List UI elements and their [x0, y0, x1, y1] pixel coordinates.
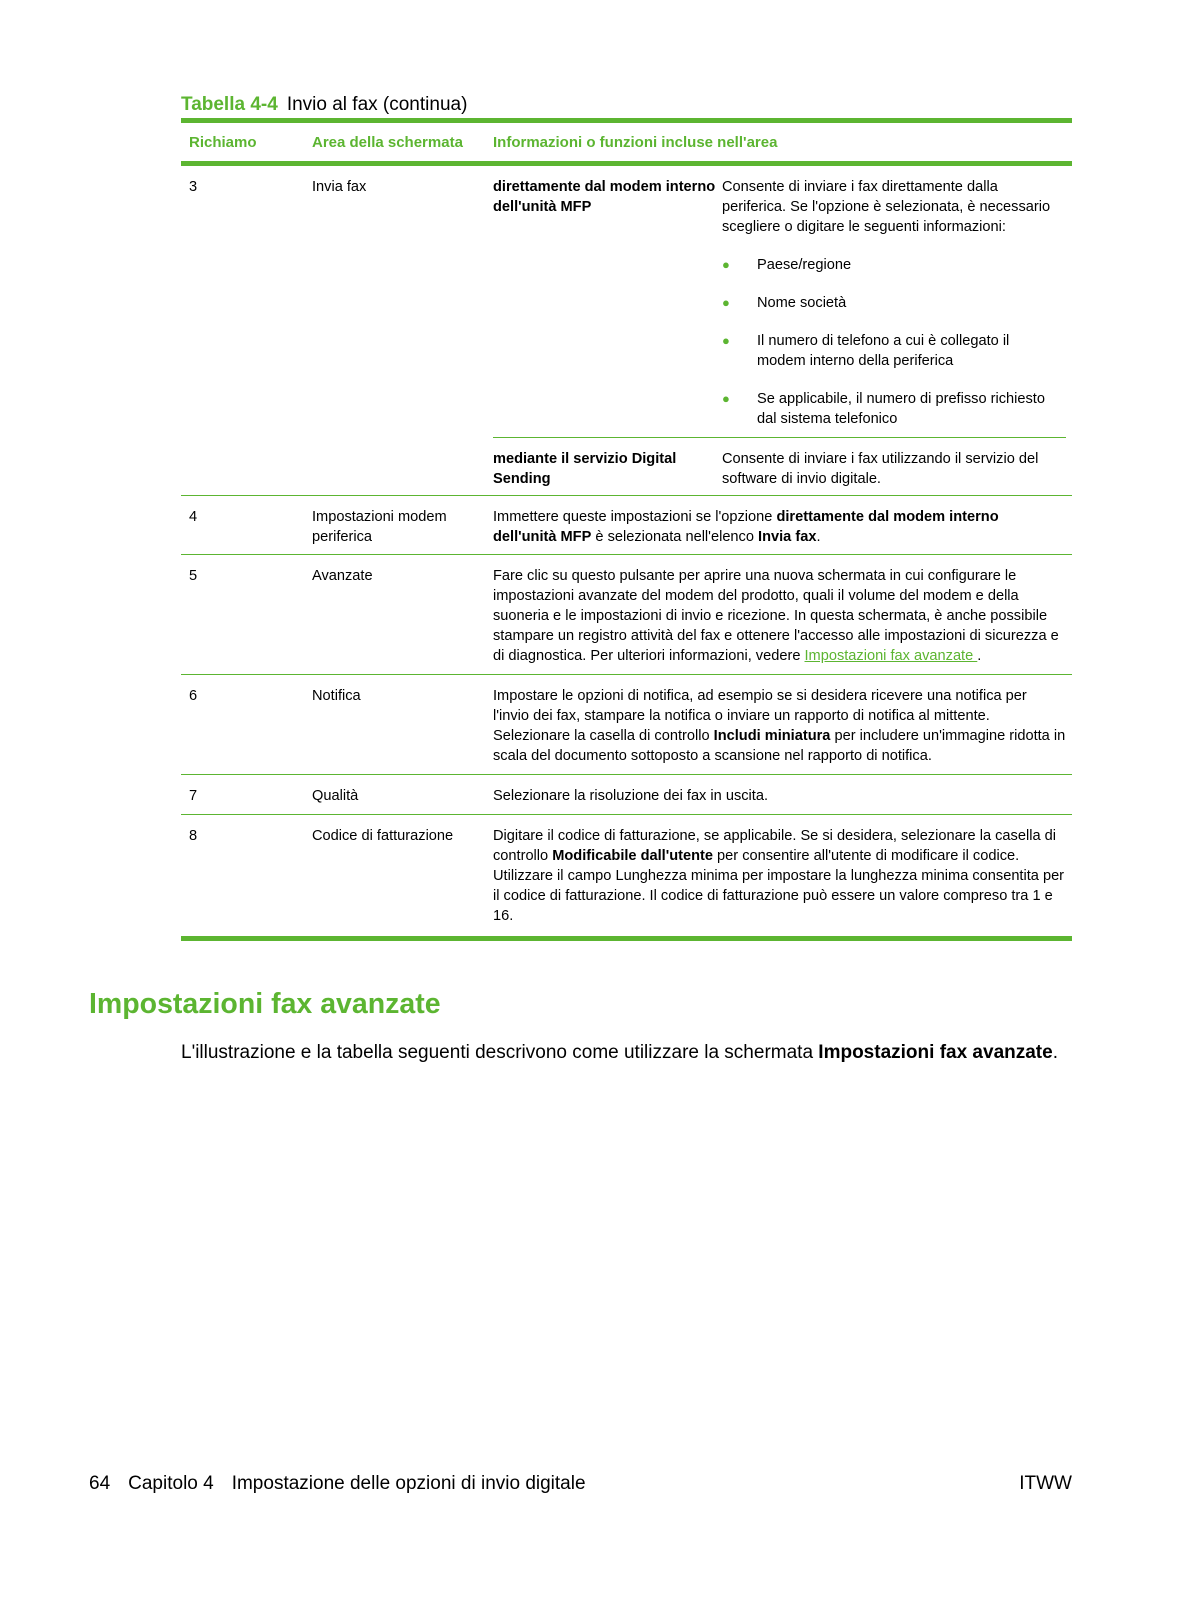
list-item: ● Se applicabile, il numero di prefisso richiesto dal sistema telefonico — [722, 389, 1060, 429]
table-bottom-rule — [181, 936, 1072, 941]
row-number: 8 — [189, 828, 198, 844]
sub-row-description: Consente di inviare i fax direttamente dalla periferica. Se l'opzione è selezionata, è necessario scegliere o digitare le seguenti informazioni: — [722, 179, 1051, 235]
list-item: ● Paese/regione — [722, 255, 1060, 275]
text-run: L'illustrazione e la tabella seguenti descrivono come utilizzare la schermata — [181, 1042, 819, 1063]
footer-chapter-title: Impostazione delle opzioni di invio digitale — [231, 1473, 586, 1494]
text-run: per includere un'immagine ridotta in scala del documento sottoposto a scansione nel rapporto di notifica. — [493, 728, 1066, 764]
table-row — [181, 555, 1072, 675]
row-info — [493, 166, 1072, 495]
section-intro — [181, 1041, 1061, 1065]
row-number: 5 — [189, 568, 198, 584]
sub-row-text: Consente di inviare i fax utilizzando il servizio del software di invio digitale. — [722, 451, 1039, 487]
row-area: Notifica — [312, 688, 361, 704]
row-info — [493, 496, 1072, 547]
text-run: per consentire all'utente di modificare il codice. Utilizzare il campo Lunghezza minima per impostare la lunghezza minima consentita per il codice di fatturazione. Il codice di fatturazione può essere un valore compreso tra 1 e 16. — [493, 848, 1065, 924]
text-run: Impostare le opzioni di notifica, ad esempio se si desidera ricevere una notifica per l'invio dei fax, stampare la notifica o inviare un rapporto di notifica al mittente. Selezionare la casella di controllo — [493, 688, 1027, 744]
link-impostazioni-fax-avanzate[interactable]: Impostazioni fax avanzate — [804, 648, 978, 664]
row-area: Avanzate — [312, 568, 373, 584]
text-run: Fare clic su questo pulsante per aprire una nuova schermata in cui configurare le impostazioni avanzate del modem del prodotto, quali il volume del modem e della suoneria e le impostazioni di invio e ricezione. In questa schermata, è anche possibile stampare un registro attività del fax e ottenere l'accesso alle impostazioni di sicurezza e di diagnostica. Per ulteriori informazioni, vedere — [493, 568, 1059, 664]
row-info: Selezionare la risoluzione dei fax in uscita. — [493, 788, 769, 804]
text-run: . — [1052, 1042, 1058, 1063]
table-caption — [181, 94, 467, 116]
bold-run: direttamente dal modem interno dell'unità MFP — [493, 509, 999, 545]
row-area: Invia fax — [312, 179, 367, 195]
sub-row-label: direttamente dal modem interno dell'unità MFP — [493, 179, 716, 215]
row-number: 3 — [189, 179, 198, 195]
bold-run: Includi miniatura — [713, 728, 831, 744]
row-number: 7 — [189, 788, 198, 804]
row-number: 4 — [189, 509, 198, 525]
bold-run: Modificabile dall'utente — [552, 848, 713, 864]
table-row — [181, 815, 1072, 936]
footer-right: ITWW — [1019, 1473, 1072, 1494]
list-item: ● Nome società — [722, 293, 1060, 313]
fax-table — [181, 118, 1072, 941]
sub-row-label: mediante il servizio Digital Sending — [493, 451, 677, 487]
table-row — [181, 166, 1072, 496]
table-caption-title: Invio al fax (continua) — [286, 94, 468, 115]
text-run: Digitare il codice di fatturazione, se applicabile. Se si desidera, selezionare la casella di controllo — [493, 828, 1056, 864]
list-item: ● Il numero di telefono a cui è collegato il modem interno della periferica — [722, 331, 1060, 371]
row-area: Qualità — [312, 788, 359, 804]
section-heading: Impostazioni fax avanzate — [89, 988, 441, 1020]
text-run: Immettere queste impostazioni se l'opzione — [493, 509, 777, 525]
table-row — [181, 775, 1072, 815]
table-row — [181, 675, 1072, 775]
page-number: 64 — [89, 1473, 111, 1494]
row-info — [493, 555, 1072, 666]
bold-run: Impostazioni fax avanzate — [818, 1042, 1053, 1063]
bold-run: Invia fax — [758, 529, 817, 545]
page-footer — [89, 1473, 1072, 1495]
row-info — [493, 815, 1072, 926]
header-area: Area della schermata — [312, 133, 463, 151]
sub-row-digital-sending — [493, 438, 1066, 495]
text-run: . — [977, 648, 982, 664]
text-run: . — [816, 529, 821, 545]
table-caption-label: Tabella 4-4 — [181, 94, 278, 115]
header-richiamo: Richiamo — [189, 133, 257, 151]
table-header-row — [181, 123, 1072, 161]
header-info: Informazioni o funzioni incluse nell'area — [493, 133, 778, 151]
footer-left — [89, 1473, 604, 1495]
row-number: 6 — [189, 688, 198, 704]
footer-chapter: Capitolo 4 — [128, 1473, 214, 1494]
sub-row-modem — [493, 166, 1066, 438]
row-area: Codice di fatturazione — [312, 828, 454, 844]
sub-row-text — [722, 166, 1066, 429]
table-row — [181, 496, 1072, 555]
row-area: Impostazioni modem periferica — [312, 509, 447, 545]
text-run: è selezionata nell'elenco — [591, 529, 759, 545]
bullet-list — [722, 255, 1060, 429]
row-info — [493, 675, 1072, 766]
